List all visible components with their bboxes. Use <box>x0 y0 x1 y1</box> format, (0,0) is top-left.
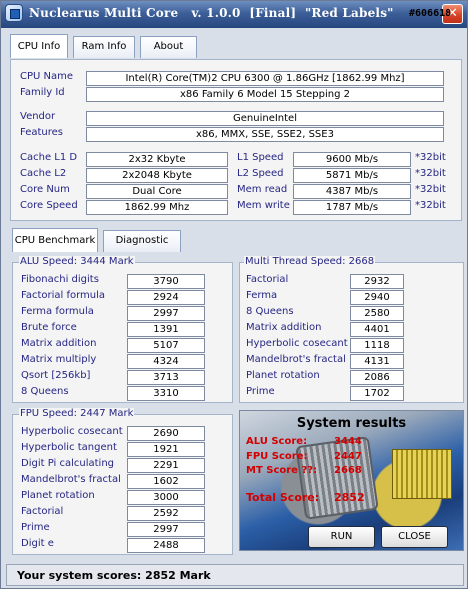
tab-diagnostic[interactable]: Diagnostic <box>103 230 181 252</box>
l2-speed-label: L2 Speed <box>237 168 284 179</box>
multi-thread-row-label: Mandelbrot's fractal <box>246 354 346 365</box>
alu-title: ALU Speed: 3444 Mark <box>20 256 134 267</box>
alu-row-label: Factorial formula <box>21 290 106 301</box>
cache-l1d-label: Cache L1 D <box>20 152 78 163</box>
alu-row-value: 5107 <box>127 338 205 353</box>
total-score-value: 2852 <box>334 491 365 504</box>
mem-write-field: 1787 Mb/s <box>293 200 411 215</box>
cache-l2-field: 2x2048 Kbyte <box>86 168 228 183</box>
l1-speed-label: L1 Speed <box>237 152 284 163</box>
alu-row-label: Brute force <box>21 322 77 333</box>
alu-row-label: Matrix multiply <box>21 354 97 365</box>
features-field: x86, MMX, SSE, SSE2, SSE3 <box>86 127 444 142</box>
multi-thread-row-value: 4401 <box>350 322 404 337</box>
multi-thread-row-value: 2940 <box>350 290 404 305</box>
system-score-text: Your system scores: 2852 Mark <box>17 569 211 582</box>
fpu-score-value: 2447 <box>334 451 362 462</box>
title-bar[interactable] <box>1 1 467 28</box>
system-results-title: System results <box>296 416 407 431</box>
mem-read-label: Mem read <box>237 184 288 195</box>
mem-read-field: 4387 Mb/s <box>293 184 411 199</box>
fpu-row-value: 2690 <box>127 426 205 441</box>
heatsink-image <box>392 449 452 499</box>
multi-thread-row-value: 2086 <box>350 370 404 385</box>
fpu-row-label: Planet rotation <box>21 490 95 501</box>
multi-thread-row-label: Prime <box>246 386 275 397</box>
vendor-label: Vendor <box>20 111 56 122</box>
tab-ram-info[interactable]: Ram Info <box>73 36 135 58</box>
fpu-row-label: Prime <box>21 522 50 533</box>
total-score-label: Total Score: <box>246 491 320 504</box>
top-tab-bar <box>10 36 210 58</box>
l2-speed-field: 5871 Mb/s <box>293 168 411 183</box>
features-label: Features <box>20 127 63 138</box>
fpu-row-label: Hyperbolic tangent <box>21 442 117 453</box>
alu-row-label: Qsort [256kb] <box>21 370 91 381</box>
alu-row-value: 1391 <box>127 322 205 337</box>
multi-thread-row-value: 1702 <box>350 386 404 401</box>
alu-row-label: Fibonachi digits <box>21 274 99 285</box>
core-speed-label: Core Speed <box>20 200 78 211</box>
core-num-label: Core Num <box>20 184 70 195</box>
fpu-panel <box>12 408 233 555</box>
multi-thread-row-label: Ferma <box>246 290 278 301</box>
fpu-row-label: Digit Pi calculating <box>21 458 115 469</box>
fpu-title: FPU Speed: 2447 Mark <box>20 408 134 419</box>
mem-write-label: Mem write <box>237 200 290 211</box>
multi-thread-row-value: 1118 <box>350 338 404 353</box>
multi-thread-row-label: Planet rotation <box>246 370 320 381</box>
run-button[interactable]: RUN <box>308 526 375 548</box>
fpu-row-value: 2291 <box>127 458 205 473</box>
fpu-row-label: Factorial <box>21 506 64 517</box>
alu-row-label: 8 Queens <box>21 386 69 397</box>
alu-row-label: Ferma formula <box>21 306 94 317</box>
multi-thread-row-label: Factorial <box>246 274 289 285</box>
status-bar <box>6 564 464 586</box>
alu-panel <box>12 256 233 403</box>
core-speed-field: 1862.99 Mhz <box>86 200 228 215</box>
close-window-button[interactable]: ✕ <box>442 4 463 24</box>
alu-row-label: Matrix addition <box>21 338 97 349</box>
multi-thread-row-label: Hyperbolic cosecant <box>246 338 348 349</box>
l2-unit: *32bit <box>415 168 446 179</box>
cpu-name-field: Intel(R) Core(TM)2 CPU 6300 @ 1.86GHz [1862.99 Mhz] <box>86 71 444 86</box>
multi-thread-title: Multi Thread Speed: 2668 <box>245 256 375 267</box>
cpu-name-label: CPU Name <box>20 71 74 82</box>
tab-cpu-benchmark[interactable]: CPU Benchmark <box>12 228 98 252</box>
family-label: Family Id <box>20 87 65 98</box>
multi-thread-row-label: Matrix addition <box>246 322 322 333</box>
alu-score-label: ALU Score: <box>246 436 308 447</box>
vendor-field: GenuineIntel <box>86 111 444 126</box>
core-num-field: Dual Core <box>86 184 228 199</box>
alu-row-value: 2997 <box>127 306 205 321</box>
close-button[interactable]: CLOSE <box>381 526 448 548</box>
fpu-row-value: 3000 <box>127 490 205 505</box>
watermark-id: #606618 <box>409 8 452 19</box>
fpu-row-label: Hyperbolic cosecant <box>21 426 123 437</box>
alu-row-value: 4324 <box>127 354 205 369</box>
fpu-row-value: 1602 <box>127 474 205 489</box>
fpu-row-label: Mandelbrot's fractal <box>21 474 121 485</box>
multi-thread-row-value: 2580 <box>350 306 404 321</box>
tab-cpu-info[interactable]: CPU Info <box>10 34 68 58</box>
cache-l1d-field: 2x32 Kbyte <box>86 152 228 167</box>
fpu-row-value: 2997 <box>127 522 205 537</box>
cpu-info-panel <box>10 59 462 221</box>
mem-read-unit: *32bit <box>415 184 446 195</box>
l1-unit: *32bit <box>415 152 446 163</box>
mem-write-unit: *32bit <box>415 200 446 211</box>
family-field: x86 Family 6 Model 15 Stepping 2 <box>86 87 444 102</box>
cpu-cooler-image <box>295 436 379 520</box>
fpu-score-label: FPU Score: <box>246 451 308 462</box>
multi-thread-panel <box>239 256 464 403</box>
fpu-row-value: 2488 <box>127 538 205 553</box>
mt-score-value: 2668 <box>334 465 362 476</box>
fpu-row-value: 2592 <box>127 506 205 521</box>
alu-row-value: 3713 <box>127 370 205 385</box>
fpu-row-value: 1921 <box>127 442 205 457</box>
cache-l2-label: Cache L2 <box>20 168 67 179</box>
bench-tab-bar <box>12 230 192 252</box>
mt-score-label: MT Score ??: <box>246 465 318 476</box>
multi-thread-row-value: 2932 <box>350 274 404 289</box>
window-title: Nuclearus Multi Core v. 1.0.0 [Final] "Red Labels" <box>29 6 394 20</box>
system-results-panel <box>239 410 464 551</box>
fpu-row-label: Digit e <box>21 538 54 549</box>
tab-about[interactable]: About <box>140 36 197 58</box>
multi-thread-row-value: 4131 <box>350 354 404 369</box>
alu-score-value: 3444 <box>334 436 362 447</box>
multi-thread-row-label: 8 Queens <box>246 306 294 317</box>
alu-row-value: 3790 <box>127 274 205 289</box>
alu-row-value: 3310 <box>127 386 205 401</box>
l1-speed-field: 9600 Mb/s <box>293 152 411 167</box>
alu-row-value: 2924 <box>127 290 205 305</box>
app-icon <box>5 4 23 22</box>
